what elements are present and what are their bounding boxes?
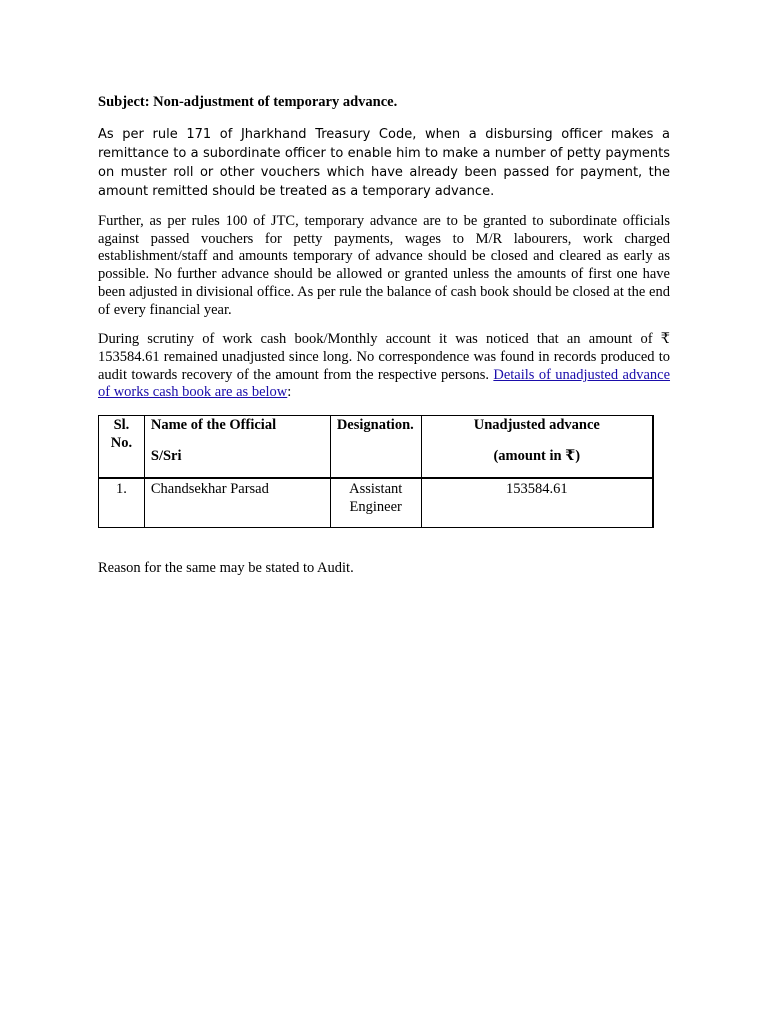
header-name-line2: S/Sri — [150, 448, 182, 465]
table-header-row — [99, 416, 654, 479]
cell-name: Chandsekhar Parsad — [144, 478, 330, 528]
subject-heading: Subject: Non-adjustment of temporary advance. — [98, 94, 398, 110]
table-row — [99, 478, 654, 528]
paragraph-scrutiny-colon: : — [287, 384, 292, 401]
cell-amount: 153584.61 — [421, 478, 653, 528]
unadjusted-advance-table — [98, 415, 654, 528]
header-name-line1: Name of the Official — [150, 417, 277, 434]
closing-remark: Reason for the same may be stated to Audit. — [98, 560, 354, 577]
document-page — [98, 93, 670, 592]
paragraph-scrutiny-text: During scrutiny of work cash book/Monthly account it was noticed that an amount of ₹ 153584.61 remained unadjusted since long. No correspondence was found in records produced to audit towards recovery of the amount from the respective persons. — [98, 331, 670, 383]
cell-sl-no: 1. — [99, 478, 145, 528]
details-link[interactable]: Details of unadjusted advance of works cash book are as below — [98, 366, 671, 401]
paragraph-scrutiny — [98, 331, 670, 402]
header-unadjusted-advance — [421, 416, 653, 479]
header-sl-no: Sl. No. — [99, 416, 145, 479]
paragraph-rule-171: As per rule 171 of Jharkhand Treasury Code, when a disbursing officer makes a remittance to a subordinate officer to enable him to make a number of petty payments on muster roll or other vouchers which have already been passed for payment, the amount remitted should be treated as a temporary advance. — [98, 127, 670, 199]
header-amount-line1: Unadjusted advance — [473, 417, 600, 434]
header-name-of-official — [144, 416, 330, 479]
paragraph-rule-100: Further, as per rules 100 of JTC, temporary advance are to be granted to subordinate officials against passed vouchers for petty payments, wages to M/R labourers, work charged establishment/staff and amounts temporary of advance should be closed and cleared as early as possible. No further advance should be allowed or granted unless the amounts of first one have been adjusted in divisional office. As per rule the balance of cash book should be closed at the end of every financial year. — [98, 213, 670, 318]
header-amount-line2: (amount in ₹) — [493, 448, 581, 465]
header-designation: Designation. — [330, 416, 421, 479]
cell-designation: Assistant Engineer — [330, 478, 421, 528]
